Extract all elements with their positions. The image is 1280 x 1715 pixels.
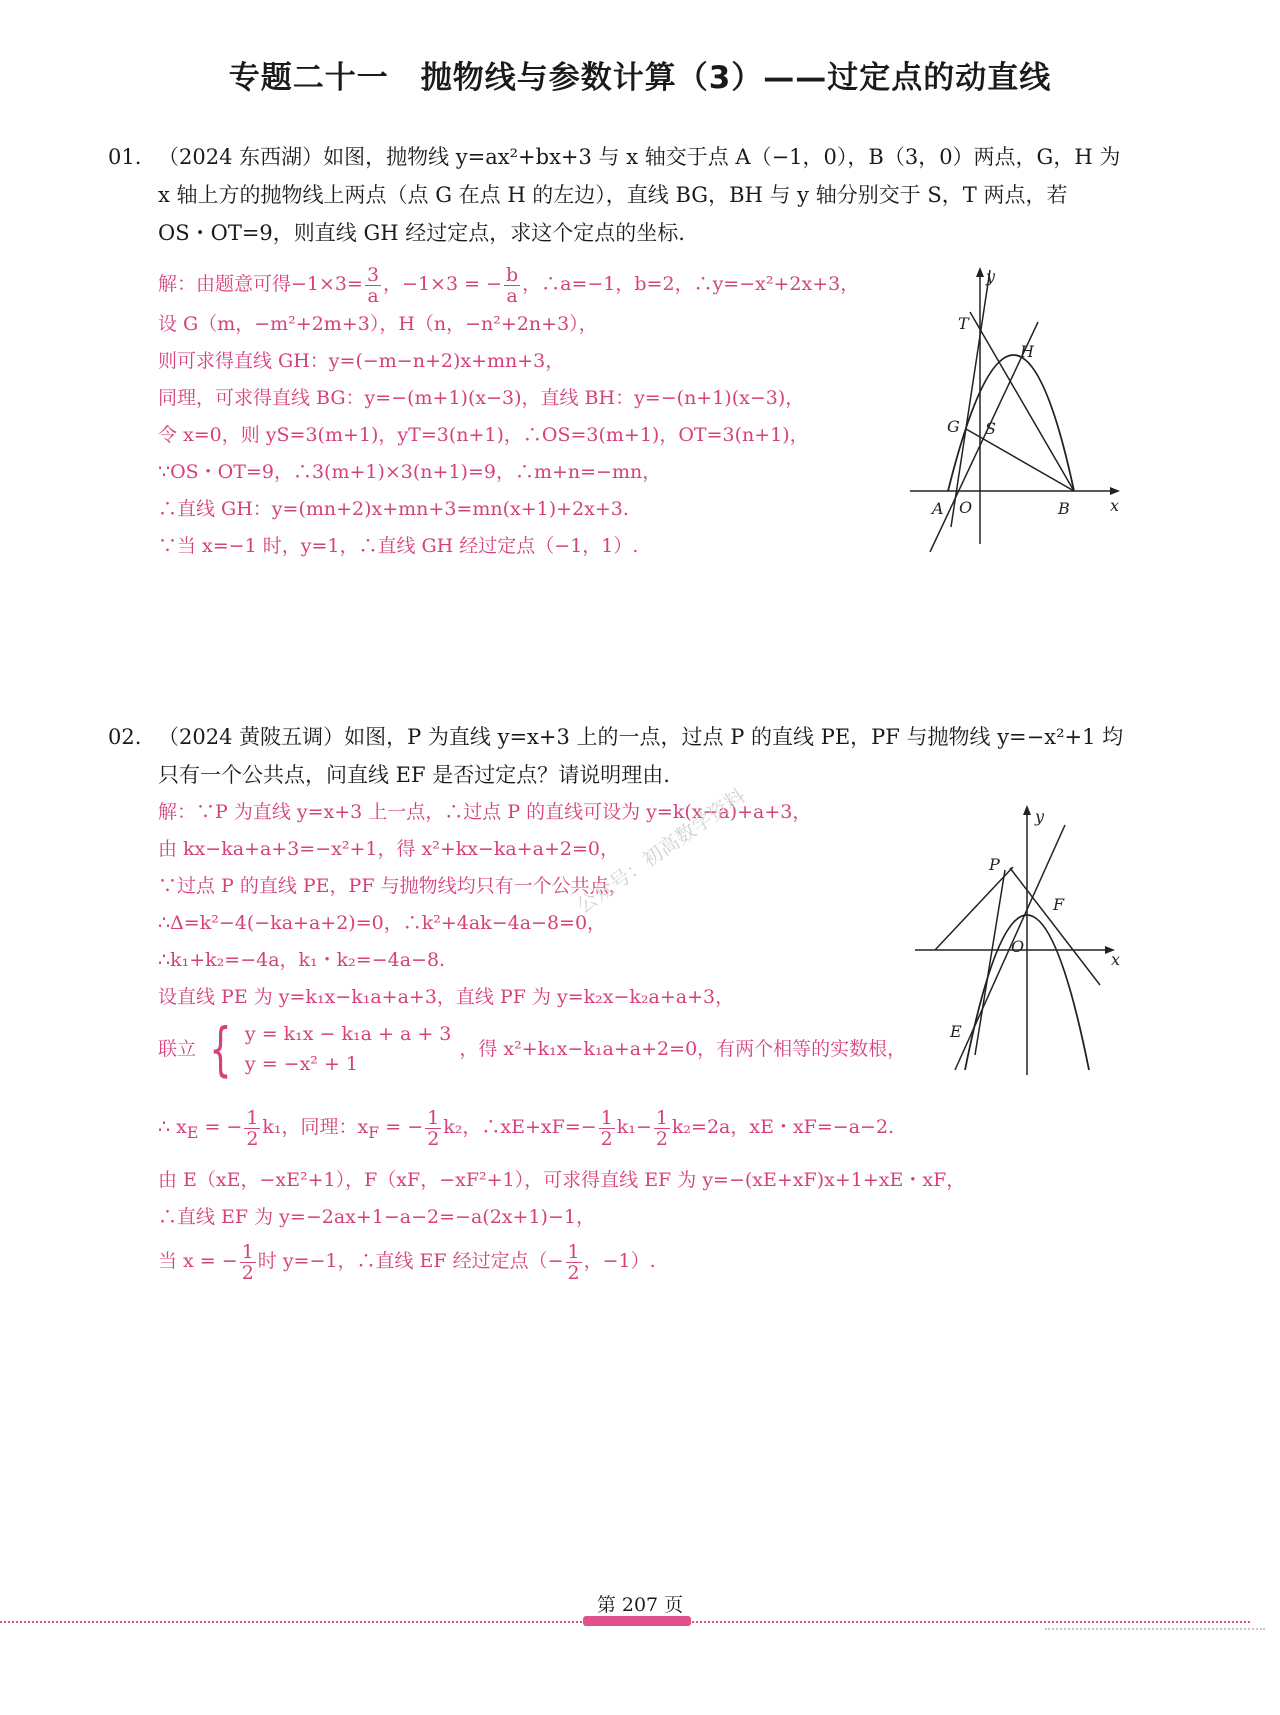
solution-text: k₂，∴xE+xF=− bbox=[443, 1116, 597, 1138]
numerator: 1 bbox=[567, 1240, 580, 1263]
denominator: 2 bbox=[655, 1127, 668, 1150]
solution-line bbox=[158, 1236, 965, 1286]
point-label-O: O bbox=[959, 498, 973, 517]
solution-line: 解：∵P 为直线 y=x+3 上一点，∴过点 P 的直线可设为 y=k(x−a)+a+3， bbox=[158, 801, 812, 823]
problem-1-statement bbox=[108, 138, 1168, 252]
solution-text: k₁− bbox=[616, 1116, 652, 1138]
solution-text: 时 y=−1，∴直线 EF 经过定点（− bbox=[257, 1250, 564, 1272]
figure-2 bbox=[915, 800, 1125, 1080]
solution-text: ，∴a=−1，b=2，∴y=−x²+2x+3， bbox=[522, 273, 860, 295]
point-label-B: B bbox=[1058, 499, 1070, 518]
fraction bbox=[244, 1108, 260, 1149]
fraction bbox=[425, 1108, 441, 1149]
problem-text: x 轴上方的抛物线上两点（点 G 在点 H 的左边），直线 BG，BH 与 y 轴分别交于 S，T 两点，若 bbox=[158, 183, 1068, 207]
denominator: 2 bbox=[567, 1261, 580, 1284]
numerator: 1 bbox=[246, 1106, 259, 1129]
watermark: 公众号：初高数学资料 bbox=[572, 783, 750, 918]
solution-line: ∴直线 GH：y=(mn+2)x+mn+3=mn(x+1)+2x+3. bbox=[158, 498, 629, 520]
problem-text: OS・OT=9，则直线 GH 经过定点，求这个定点的坐标. bbox=[158, 221, 685, 245]
numerator: 1 bbox=[600, 1106, 613, 1129]
page-title: 专题二十一 抛物线与参数计算（3）——过定点的动直线 bbox=[228, 60, 1052, 96]
numerator: 1 bbox=[655, 1106, 668, 1129]
axis-label-x: x bbox=[1111, 950, 1121, 969]
solution-line: 同理，可求得直线 BG：y=−(m+1)(x−3)，直线 BH：y=−(n+1)(x−3)， bbox=[158, 387, 805, 409]
subscript: E bbox=[186, 1122, 199, 1142]
problem-1-solution bbox=[158, 262, 859, 565]
solution-line: 则可求得直线 GH：y=(−m−n+2)x+mn+3， bbox=[158, 350, 565, 372]
solution-system bbox=[158, 1016, 965, 1082]
fraction bbox=[504, 265, 520, 306]
solution-line: 由 E（xE，−xE²+1），F（xF，−xF²+1），可求得直线 EF 为 y=−(xE+xF)x+1+xE・xF， bbox=[158, 1169, 966, 1191]
solution-line: ∴k₁+k₂=−4a，k₁・k₂=−4a−8. bbox=[158, 949, 446, 971]
solution-line: ∴Δ=k²−4(−ka+a+2)=0，∴k²+4ak−4a−8=0， bbox=[158, 912, 607, 934]
brace-symbol: { bbox=[209, 1015, 232, 1083]
denominator: a bbox=[506, 284, 518, 307]
solution-text: ，−1×3 = − bbox=[383, 273, 502, 295]
solution-line: ∵OS・OT=9，∴3(m+1)×3(n+1)=9，∴m+n=−mn， bbox=[158, 461, 662, 483]
solution-text: ∴ x bbox=[158, 1116, 187, 1138]
problem-number: 02. bbox=[108, 725, 142, 749]
denominator: 2 bbox=[427, 1127, 440, 1150]
solution-text: ，−1）. bbox=[583, 1250, 656, 1272]
figure-1 bbox=[910, 262, 1130, 552]
problem-2-solution bbox=[158, 794, 965, 1286]
denominator: a bbox=[367, 284, 379, 307]
denominator: 2 bbox=[241, 1261, 254, 1284]
solution-text: 联立 bbox=[158, 1037, 197, 1060]
axis-label-x: x bbox=[1110, 496, 1120, 515]
solution-line bbox=[158, 1102, 965, 1152]
solution-text: = − bbox=[379, 1116, 424, 1138]
point-label-T: T bbox=[958, 314, 969, 333]
footer-accent-bar bbox=[583, 1616, 691, 1626]
numerator: 3 bbox=[366, 263, 380, 286]
equation: y = k₁x − k₁a + a + 3 bbox=[244, 1023, 452, 1045]
axis-label-y: y bbox=[1035, 807, 1045, 826]
solution-line: ∵过点 P 的直线 PE，PF 与抛物线均只有一个公共点， bbox=[158, 875, 628, 897]
point-label-F: F bbox=[1053, 895, 1065, 914]
point-label-E: E bbox=[950, 1022, 962, 1041]
solution-text: k₁，同理：x bbox=[262, 1116, 369, 1138]
point-label-S: S bbox=[985, 419, 996, 438]
solution-line: 设直线 PE 为 y=k₁x−k₁a+a+3，直线 PF 为 y=k₂x−k₂a+a+3， bbox=[158, 986, 735, 1008]
fraction bbox=[566, 1242, 582, 1283]
denominator: 2 bbox=[246, 1127, 259, 1150]
solution-text: 当 x = − bbox=[158, 1250, 238, 1272]
solution-text: = − bbox=[198, 1116, 243, 1138]
solution-line: 令 x=0，则 yS=3(m+1)，yT=3(n+1)，∴OS=3(m+1)，OT=3(n+1)， bbox=[158, 424, 809, 446]
solution-line: 设 G（m，−m²+2m+3），H（n，−n²+2n+3）， bbox=[158, 313, 598, 335]
solution-text: ，得 x²+k₁x−k₁a+a+2=0，有两个相等的实数根， bbox=[459, 1037, 907, 1060]
numerator: b bbox=[505, 263, 519, 286]
equation-system bbox=[245, 1019, 451, 1079]
problem-number: 01. bbox=[108, 145, 142, 169]
axis-label-y: y bbox=[986, 267, 996, 286]
point-label-P: P bbox=[989, 855, 1000, 874]
point-label-O: O bbox=[1011, 937, 1025, 956]
point-label-H: H bbox=[1020, 342, 1034, 361]
fraction bbox=[365, 265, 381, 306]
problem-text: （2024 东西湖）如图，抛物线 y=ax²+bx+3 与 x 轴交于点 A（−1，0），B（3，0）两点，G，H 为 bbox=[158, 145, 1121, 169]
point-label-A: A bbox=[932, 499, 944, 518]
point-label-G: G bbox=[947, 417, 960, 436]
solution-line: ∵当 x=−1 时，y=1，∴直线 GH 经过定点（−1，1）. bbox=[158, 535, 639, 557]
denominator: 2 bbox=[600, 1127, 613, 1150]
equation: y = −x² + 1 bbox=[244, 1053, 358, 1075]
subscript: F bbox=[368, 1122, 380, 1142]
problem-text: 只有一个公共点，问直线 EF 是否过定点？请说明理由. bbox=[158, 763, 670, 787]
fraction bbox=[654, 1108, 670, 1149]
problem-text: （2024 黄陂五调）如图，P 为直线 y=x+3 上的一点，过点 P 的直线 PE，PF 与抛物线 y=−x²+1 均 bbox=[158, 725, 1124, 749]
page-number: 第 207 页 bbox=[596, 1594, 684, 1616]
fraction bbox=[240, 1242, 256, 1283]
fraction bbox=[599, 1108, 615, 1149]
numerator: 1 bbox=[241, 1240, 254, 1263]
footer-decoration bbox=[1045, 1628, 1265, 1676]
solution-line: 由 kx−ka+a+3=−x²+1，得 x²+kx−ka+a+2=0， bbox=[158, 838, 620, 860]
solution-text: 解：由题意可得−1×3= bbox=[158, 273, 363, 295]
solution-line: ∴直线 EF 为 y=−2ax+1−a−2=−a(2x+1)−1， bbox=[158, 1206, 595, 1228]
numerator: 1 bbox=[427, 1106, 440, 1129]
problem-2-statement bbox=[108, 718, 1168, 794]
solution-text: k₂=2a，xE・xF=−a−2. bbox=[671, 1116, 895, 1138]
